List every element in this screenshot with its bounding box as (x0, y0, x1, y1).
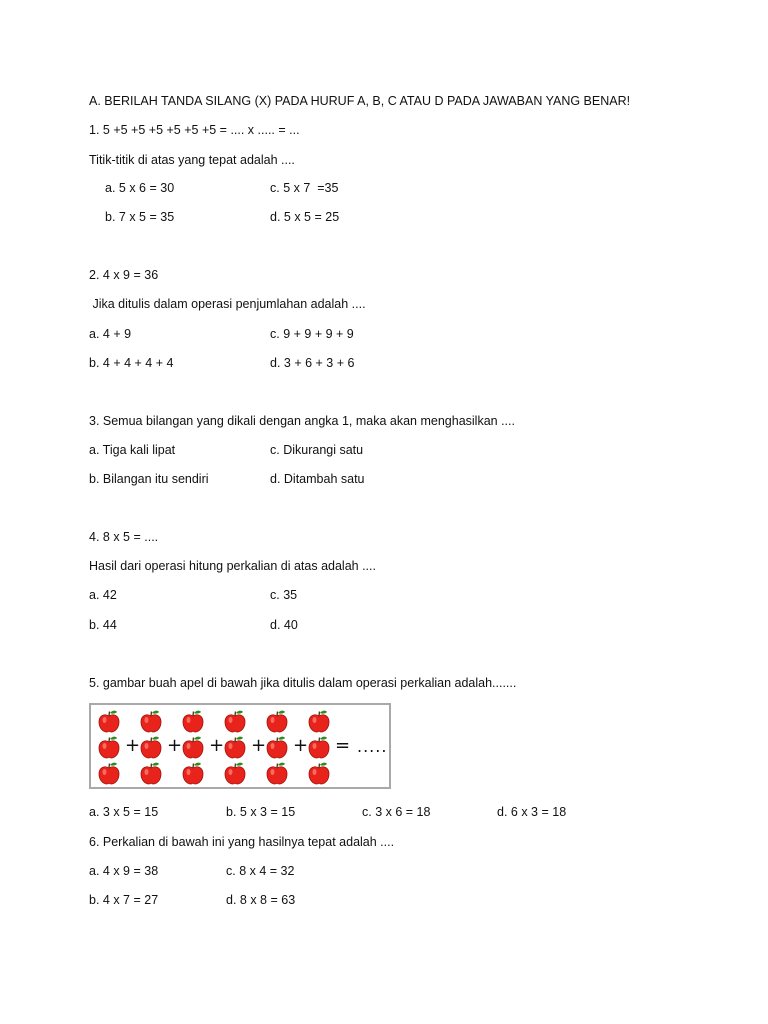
apple-icon (99, 737, 119, 758)
question-1-option-a[interactable]: a. 5 x 6 = 30 (105, 181, 175, 195)
apple-icon (225, 737, 245, 758)
apple-icon (141, 711, 161, 732)
apple-icon (99, 711, 119, 732)
plus-sign-3: + (209, 735, 225, 756)
answer-blank: ..... (357, 737, 388, 756)
question-3-option-b[interactable]: b. Bilangan itu sendiri (89, 472, 209, 486)
question-6-stem: 6. Perkalian di bawah ini yang hasilnya tepat adalah .... (89, 835, 395, 849)
question-4-option-a[interactable]: a. 42 (89, 588, 117, 602)
question-2-option-c[interactable]: c. 9 + 9 + 9 + 9 (270, 327, 354, 341)
question-3-option-a[interactable]: a. Tiga kali lipat (89, 443, 176, 457)
question-1-option-c[interactable]: c. 5 x 7 =35 (270, 181, 339, 195)
question-1-prompt: Titik-titik di atas yang tepat adalah .... (89, 153, 295, 167)
equals-sign: = (335, 735, 351, 756)
apple-icon (225, 763, 245, 784)
apple-icon (183, 763, 203, 784)
question-6-option-b[interactable]: b. 4 x 7 = 27 (89, 893, 159, 907)
plus-sign-1: + (125, 735, 141, 756)
apple-icon (267, 711, 287, 732)
question-5-option-c[interactable]: c. 3 x 6 = 18 (362, 805, 431, 819)
apple-picture (89, 703, 391, 789)
apple-icon (267, 737, 287, 758)
apple-icon (309, 763, 329, 784)
apple-icon (183, 737, 203, 758)
question-3-stem: 3. Semua bilangan yang dikali dengan angka 1, maka akan menghasilkan .... (89, 414, 515, 428)
question-1-option-d[interactable]: d. 5 x 5 = 25 (270, 210, 340, 224)
question-4-option-c[interactable]: c. 35 (270, 588, 298, 602)
question-2-option-a[interactable]: a. 4 + 9 (89, 327, 132, 341)
plus-sign-4: + (251, 735, 267, 756)
apple-icon (183, 711, 203, 732)
apple-icon (99, 763, 119, 784)
question-5-option-b[interactable]: b. 5 x 3 = 15 (226, 805, 296, 819)
question-6-option-d[interactable]: d. 8 x 8 = 63 (226, 893, 296, 907)
apple-icon (309, 711, 329, 732)
question-5-option-a[interactable]: a. 3 x 5 = 15 (89, 805, 159, 819)
plus-sign-2: + (167, 735, 183, 756)
section-heading: A. BERILAH TANDA SILANG (X) PADA HURUF A, B, C ATAU D PADA JAWABAN YANG BENAR! (89, 94, 631, 108)
apple-icon (141, 737, 161, 758)
question-6-option-a[interactable]: a. 4 x 9 = 38 (89, 864, 159, 878)
apple-icon (141, 763, 161, 784)
question-3-option-d[interactable]: d. Ditambah satu (270, 472, 365, 486)
apple-icon (225, 711, 245, 732)
question-4-stem: 4. 8 x 5 = .... (89, 530, 159, 544)
question-4-option-d[interactable]: d. 40 (270, 618, 298, 632)
question-5-stem: 5. gambar buah apel di bawah jika ditulis dalam operasi perkalian adalah....... (89, 676, 517, 690)
question-1-stem: 1. 5 +5 +5 +5 +5 +5 +5 = .... x ..... = ... (89, 123, 300, 137)
plus-sign-5: + (293, 735, 309, 756)
question-2-prompt: Jika ditulis dalam operasi penjumlahan adalah .... (89, 297, 366, 311)
question-5-option-d[interactable]: d. 6 x 3 = 18 (497, 805, 567, 819)
apple-icon (309, 737, 329, 758)
question-6-option-c[interactable]: c. 8 x 4 = 32 (226, 864, 295, 878)
question-2-option-b[interactable]: b. 4 + 4 + 4 + 4 (89, 356, 174, 370)
question-3-option-c[interactable]: c. Dikurangi satu (270, 443, 364, 457)
question-2-stem: 2. 4 x 9 = 36 (89, 268, 159, 282)
apple-icon (267, 763, 287, 784)
question-2-option-d[interactable]: d. 3 + 6 + 3 + 6 (270, 356, 355, 370)
question-4-option-b[interactable]: b. 44 (89, 618, 117, 632)
question-1-option-b[interactable]: b. 7 x 5 = 35 (105, 210, 175, 224)
question-4-prompt: Hasil dari operasi hitung perkalian di atas adalah .... (89, 559, 376, 573)
